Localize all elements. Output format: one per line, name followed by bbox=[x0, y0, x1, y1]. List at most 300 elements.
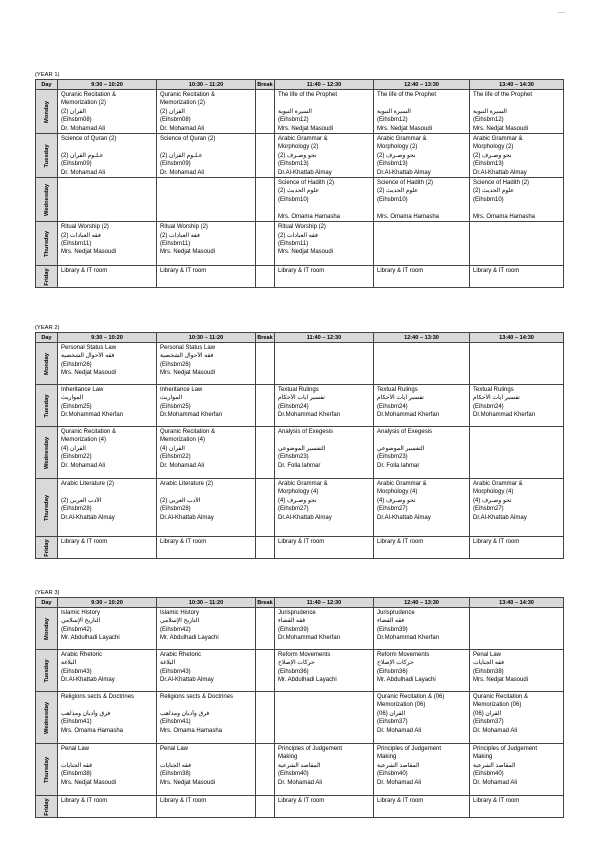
class-line: Mrs. Nedjat Masoudi bbox=[160, 249, 216, 256]
course-arabic-title: التفسير الموضوعي bbox=[278, 445, 326, 452]
break-cell bbox=[256, 178, 275, 222]
class-cell bbox=[374, 134, 470, 178]
day-label-cell bbox=[36, 90, 58, 134]
class-info bbox=[157, 796, 255, 805]
class-info bbox=[157, 479, 255, 522]
day-label-cell bbox=[36, 479, 58, 537]
class-line: (Eihsbm26) bbox=[61, 361, 92, 368]
class-line: Mrs. Nedjat Masoudi bbox=[278, 125, 334, 132]
class-cell bbox=[157, 608, 256, 650]
class-line: (Eihsbm13) bbox=[278, 161, 309, 168]
timetable-grid bbox=[35, 597, 564, 818]
class-cell bbox=[58, 90, 157, 134]
course-arabic-title: علوم الحديث (2) bbox=[377, 188, 419, 195]
class-line: (Eihsbm11) bbox=[278, 240, 309, 247]
class-line bbox=[61, 701, 154, 709]
class-cell bbox=[58, 385, 157, 427]
page-corner-mark bbox=[558, 12, 565, 16]
day-row-friday bbox=[36, 266, 564, 288]
course-arabic-title: عـلـوم القرآن (2) bbox=[160, 152, 203, 159]
class-line: Science of Quran (2) bbox=[61, 136, 117, 143]
class-line: Mr. Abdulhadi Layachi bbox=[377, 677, 436, 684]
day-label-cell bbox=[36, 427, 58, 479]
class-info bbox=[58, 90, 156, 133]
class-info bbox=[157, 222, 255, 257]
class-line: Ritual Worship (2) bbox=[61, 224, 109, 231]
class-line: (Eihsbm40) bbox=[473, 771, 504, 778]
class-line: Library & IT room bbox=[160, 798, 207, 804]
class-cell bbox=[374, 385, 470, 427]
header-time-slot: 13:40 – 14:30 bbox=[470, 80, 564, 90]
header-time-slot: 10:30 – 11:20 bbox=[157, 598, 256, 608]
class-info bbox=[58, 178, 156, 179]
course-arabic-title: التفسير الموضوعي bbox=[377, 445, 425, 452]
class-info bbox=[374, 744, 469, 787]
class-line: (Eihsbm38) bbox=[61, 771, 92, 778]
class-line: Dr.Al-Khattab Almay bbox=[61, 677, 115, 684]
class-info bbox=[374, 692, 469, 735]
class-cell bbox=[58, 178, 157, 222]
class-line bbox=[278, 436, 371, 444]
course-arabic-title: المقاصد الشرعية bbox=[278, 762, 321, 769]
class-line: Mrs. Nedjat Masoudi bbox=[160, 779, 216, 786]
class-line: Analysis of Exegesis bbox=[278, 429, 334, 435]
class-info bbox=[374, 650, 469, 685]
class-cell bbox=[374, 343, 470, 385]
class-line: (Eihsbm25) bbox=[160, 403, 191, 410]
class-line: Dr. Mohamad Ali bbox=[377, 727, 422, 734]
class-info bbox=[470, 178, 563, 221]
day-label: Thursday bbox=[43, 756, 50, 783]
class-line bbox=[377, 204, 467, 212]
class-line: Dr.Mohammad Kherfan bbox=[377, 412, 440, 419]
class-line: Dr.Al-Khattab Almay bbox=[61, 514, 115, 521]
header-row bbox=[36, 333, 564, 343]
class-info bbox=[58, 222, 156, 257]
course-arabic-title: علوم الحديث (2) bbox=[278, 188, 320, 195]
class-cell bbox=[275, 650, 374, 692]
class-line: Mrs. Nedjat Masoudi bbox=[278, 249, 334, 256]
class-line: (Eihsbm38) bbox=[473, 668, 504, 675]
class-line: Arabic Rhetoric bbox=[160, 652, 202, 658]
class-info bbox=[58, 650, 156, 685]
header-day: Day bbox=[36, 598, 58, 608]
class-line: Dr. Mohamad Ali bbox=[473, 779, 518, 786]
class-line: Principles of Judgement bbox=[377, 746, 442, 752]
class-cell bbox=[470, 650, 564, 692]
class-info bbox=[374, 537, 469, 546]
class-cell bbox=[470, 134, 564, 178]
class-cell bbox=[275, 692, 374, 744]
class-line: (Eihsbm09) bbox=[61, 161, 92, 168]
day-label: Friday bbox=[43, 538, 50, 557]
course-arabic-title: الأدب العربي (2) bbox=[160, 497, 201, 504]
break-cell bbox=[256, 650, 275, 692]
header-time-slot: 12:40 – 13:30 bbox=[374, 598, 470, 608]
class-info bbox=[374, 796, 469, 805]
course-arabic-title: الأدب العربي (2) bbox=[61, 497, 102, 504]
day-label-cell bbox=[36, 692, 58, 744]
class-info bbox=[470, 537, 563, 546]
header-time-slot: 9:30 – 10:20 bbox=[58, 598, 157, 608]
class-cell bbox=[58, 427, 157, 479]
class-info bbox=[275, 266, 373, 275]
class-info bbox=[275, 178, 373, 221]
class-cell bbox=[157, 744, 256, 796]
class-cell bbox=[374, 692, 470, 744]
class-info bbox=[470, 608, 563, 609]
course-arabic-title: فقه العبادات (2) bbox=[61, 232, 101, 239]
class-cell bbox=[470, 266, 564, 288]
class-line: (Eihsbm41) bbox=[160, 719, 191, 726]
class-line bbox=[160, 488, 253, 496]
header-row bbox=[36, 598, 564, 608]
class-line: Quranic Recitation & bbox=[160, 429, 216, 435]
class-line: (Eihsbm40) bbox=[278, 771, 309, 778]
course-arabic-title: تفسير آيات الأحكام bbox=[278, 395, 325, 402]
header-time-slot: 11:40 – 12:30 bbox=[275, 333, 374, 343]
class-line: Dr.Mohammad Kherfan bbox=[473, 412, 536, 419]
header-row bbox=[36, 80, 564, 90]
class-line: Dr.Al-Khattab Almay bbox=[160, 514, 214, 521]
class-info bbox=[157, 134, 255, 177]
day-label-cell bbox=[36, 343, 58, 385]
class-line: Arabic Grammar & bbox=[377, 136, 427, 143]
class-cell bbox=[157, 427, 256, 479]
header-day: Day bbox=[36, 333, 58, 343]
year-label: (YEAR 3) bbox=[35, 590, 60, 596]
class-info bbox=[374, 608, 469, 643]
class-line: Dr. Mohamad Ali bbox=[160, 462, 205, 469]
class-line: Library & IT room bbox=[473, 798, 520, 804]
class-line: Quranic Recitation & bbox=[160, 92, 216, 98]
course-arabic-title: المواريث bbox=[61, 395, 84, 402]
class-info bbox=[58, 744, 156, 787]
day-label: Friday bbox=[43, 797, 50, 816]
class-cell bbox=[374, 479, 470, 537]
class-line: Penal Law bbox=[61, 746, 90, 752]
class-line: Dr. Mohamad Ali bbox=[160, 169, 205, 176]
class-line: Dr. Folla lahmar bbox=[377, 462, 420, 469]
class-line: (Eihsbm11) bbox=[160, 240, 191, 247]
class-info bbox=[157, 90, 255, 133]
class-line: (Eihsbm36) bbox=[377, 668, 408, 675]
class-line: (Eihsbm28) bbox=[61, 506, 92, 513]
class-info bbox=[470, 90, 563, 133]
class-info bbox=[374, 479, 469, 522]
day-label-cell bbox=[36, 608, 58, 650]
class-info bbox=[157, 343, 255, 378]
class-line: (Eihsbm43) bbox=[160, 668, 191, 675]
class-cell bbox=[470, 343, 564, 385]
course-arabic-title: تفسير آيات الأحكام bbox=[473, 395, 520, 402]
class-cell bbox=[58, 650, 157, 692]
class-cell bbox=[58, 343, 157, 385]
class-line: Dr. Mohamad Ali bbox=[473, 727, 518, 734]
class-line: Science of Hadith (2) bbox=[278, 180, 335, 187]
course-arabic-title: حركات الإصلاح bbox=[377, 660, 414, 667]
class-line: (Eihsbm27) bbox=[377, 506, 408, 513]
class-line: (Eihsbm23) bbox=[377, 454, 408, 461]
break-cell bbox=[256, 744, 275, 796]
break-cell bbox=[256, 343, 275, 385]
class-info bbox=[58, 427, 156, 470]
class-line: Library & IT room bbox=[160, 268, 207, 275]
class-info bbox=[157, 608, 255, 643]
class-line: Dr.Al-Khattab Almay bbox=[473, 514, 527, 521]
class-line: Morphology (2) bbox=[473, 144, 514, 151]
course-arabic-title: فرق وأديان ومذاهب bbox=[61, 710, 111, 717]
class-info bbox=[157, 385, 255, 420]
class-info bbox=[58, 385, 156, 420]
class-info bbox=[374, 134, 469, 177]
course-arabic-title: نحو وصـرف (4) bbox=[377, 497, 416, 504]
class-line: (Eihsbm13) bbox=[473, 161, 504, 168]
class-cell bbox=[275, 90, 374, 134]
class-info bbox=[470, 427, 563, 428]
class-cell bbox=[470, 608, 564, 650]
course-arabic-title: فقه الجنايات bbox=[61, 762, 92, 769]
class-info bbox=[58, 479, 156, 522]
class-line: Textual Rulings bbox=[473, 387, 514, 393]
class-line: Arabic Grammar & bbox=[377, 481, 427, 487]
class-cell bbox=[58, 266, 157, 288]
class-line: (Eihsbm26) bbox=[160, 361, 191, 368]
class-line: Morphology (4) bbox=[278, 489, 319, 496]
class-line: Dr.Al-Khattab Almay bbox=[377, 514, 431, 521]
class-line: Mrs. Omama Hamasha bbox=[160, 727, 223, 734]
class-cell bbox=[374, 608, 470, 650]
break-cell bbox=[256, 692, 275, 744]
class-line: (Eihsbm23) bbox=[278, 454, 309, 461]
class-line: Dr.Al-Khattab Almay bbox=[473, 169, 527, 176]
class-line: (Eihsbm39) bbox=[377, 626, 408, 633]
day-label-cell bbox=[36, 266, 58, 288]
class-info bbox=[275, 90, 373, 133]
break-cell bbox=[256, 427, 275, 479]
course-arabic-title: نحو وصـرف (2) bbox=[473, 152, 512, 159]
day-row-thursday bbox=[36, 222, 564, 266]
class-info bbox=[157, 650, 255, 685]
class-line: (Eihsbm24) bbox=[377, 403, 408, 410]
day-row-monday bbox=[36, 90, 564, 134]
course-arabic-title: السيرة النبوية bbox=[377, 108, 411, 115]
class-line bbox=[377, 99, 467, 107]
class-line: (Eihsbm09) bbox=[160, 161, 191, 168]
class-line: Mrs. Omama Hamasha bbox=[61, 727, 124, 734]
class-info bbox=[58, 266, 156, 275]
class-line: Mr. Abdulhadi Layachi bbox=[160, 635, 219, 642]
class-cell bbox=[275, 266, 374, 288]
class-line: Dr. Mohamad Ali bbox=[61, 462, 106, 469]
timetable-grid bbox=[35, 79, 564, 288]
class-info bbox=[275, 692, 373, 693]
class-cell bbox=[374, 178, 470, 222]
class-line: Dr.Mohammad Kherfan bbox=[278, 635, 341, 642]
class-line: Penal Law bbox=[473, 652, 502, 658]
class-line: Jurisprudence bbox=[278, 610, 316, 616]
class-line bbox=[473, 99, 561, 107]
day-label-cell bbox=[36, 178, 58, 222]
class-line: Dr.Al-Khattab Almay bbox=[278, 169, 332, 176]
course-arabic-title: حركات الإصلاح bbox=[278, 660, 315, 667]
class-line: Dr.Al-Khattab Almay bbox=[278, 514, 332, 521]
header-day: Day bbox=[36, 80, 58, 90]
course-arabic-title: فقه القضاء bbox=[377, 618, 405, 625]
class-cell bbox=[58, 134, 157, 178]
class-info bbox=[374, 343, 469, 344]
class-line: Arabic Rhetoric bbox=[61, 652, 103, 658]
class-line: Mrs. Nedjat Masoudi bbox=[473, 125, 529, 132]
class-line: Personal Status Law bbox=[160, 345, 216, 351]
class-line: Ritual Worship (2) bbox=[160, 224, 208, 231]
class-line: Library & IT room bbox=[278, 798, 325, 804]
day-label: Tuesday bbox=[43, 144, 50, 168]
day-row-friday bbox=[36, 537, 564, 559]
class-cell bbox=[470, 385, 564, 427]
break-cell bbox=[256, 385, 275, 427]
class-line: Islamic History bbox=[61, 610, 101, 616]
class-cell bbox=[157, 537, 256, 559]
course-arabic-title: فقه الأحوال الشخصية bbox=[61, 353, 115, 360]
class-info bbox=[275, 650, 373, 685]
class-cell bbox=[157, 266, 256, 288]
class-line: (Eihsbm39) bbox=[278, 626, 309, 633]
class-line: Making bbox=[377, 754, 397, 761]
class-line: Ritual Worship (2) bbox=[278, 224, 326, 231]
class-line: (Eihsbm42) bbox=[61, 626, 92, 633]
class-line: Library & IT room bbox=[377, 268, 424, 275]
class-line: (Eihsbm27) bbox=[473, 506, 504, 513]
class-line: (Eihsbm43) bbox=[61, 668, 92, 675]
course-arabic-title: البلاغة bbox=[61, 660, 77, 667]
course-arabic-title: التاريخ الإسلامي bbox=[61, 618, 101, 625]
timetable-year-2 bbox=[35, 325, 563, 559]
class-line: Mrs. Nedjat Masoudi bbox=[160, 370, 216, 377]
class-line: Library & IT room bbox=[278, 268, 325, 275]
class-info bbox=[275, 608, 373, 643]
class-line: Making bbox=[278, 754, 298, 761]
header-break: Break bbox=[257, 81, 273, 88]
day-row-thursday bbox=[36, 744, 564, 796]
class-line bbox=[278, 99, 371, 107]
class-line: (Eihsbm37) bbox=[473, 719, 504, 726]
class-line: Morphology (4) bbox=[377, 489, 418, 496]
class-cell bbox=[58, 796, 157, 818]
class-cell bbox=[374, 650, 470, 692]
day-label-cell bbox=[36, 222, 58, 266]
class-cell bbox=[157, 692, 256, 744]
class-info bbox=[275, 343, 373, 344]
course-arabic-title: تفسير آيات الأحكام bbox=[377, 395, 424, 402]
class-cell bbox=[275, 796, 374, 818]
class-line: (Eihsbm22) bbox=[61, 454, 92, 461]
course-arabic-title: القرآن (4) bbox=[160, 445, 185, 452]
class-cell bbox=[470, 178, 564, 222]
class-line: Quranic Recitation & bbox=[61, 92, 117, 98]
timetable-year-1 bbox=[35, 72, 563, 288]
class-cell bbox=[157, 90, 256, 134]
class-cell bbox=[275, 427, 374, 479]
course-arabic-title: عـلـوم القرآن (2) bbox=[61, 152, 104, 159]
class-line bbox=[278, 204, 371, 212]
header-break: Break bbox=[257, 334, 273, 341]
day-row-tuesday bbox=[36, 134, 564, 178]
class-line: Science of Quran (2) bbox=[160, 136, 216, 143]
day-label: Wednesday bbox=[43, 436, 50, 469]
class-line: (Eihsbm25) bbox=[61, 403, 92, 410]
class-line: Principles of Judgement bbox=[473, 746, 538, 752]
class-line: (Eihsbm10) bbox=[473, 196, 504, 203]
header-time-slot: 9:30 – 10:20 bbox=[58, 80, 157, 90]
class-cell bbox=[157, 343, 256, 385]
class-line: (Eihsbm38) bbox=[160, 771, 191, 778]
day-label: Wednesday bbox=[43, 183, 50, 216]
break-cell bbox=[256, 222, 275, 266]
class-info bbox=[374, 427, 469, 470]
day-row-monday bbox=[36, 608, 564, 650]
class-line: Personal Status Law bbox=[61, 345, 117, 351]
class-line: Dr. Mohamad Ali bbox=[278, 779, 323, 786]
class-info bbox=[275, 222, 373, 257]
course-arabic-title: نحو وصـرف (2) bbox=[278, 152, 317, 159]
class-line: Reform Movements bbox=[278, 652, 331, 658]
class-cell bbox=[157, 178, 256, 222]
class-line: Mrs. Nedjat Masoudi bbox=[377, 125, 433, 132]
class-cell bbox=[275, 134, 374, 178]
class-line: Textual Rulings bbox=[278, 387, 319, 393]
course-arabic-title: فرق وأديان ومذاهب bbox=[160, 710, 210, 717]
class-info bbox=[374, 90, 469, 133]
class-line: Dr.Al-Khattab Almay bbox=[377, 169, 431, 176]
class-line: Inheritance Law bbox=[61, 387, 104, 393]
class-line: Library & IT room bbox=[377, 798, 424, 804]
class-line bbox=[377, 436, 467, 444]
header-time-slot: 12:40 – 13:30 bbox=[374, 333, 470, 343]
class-info bbox=[157, 537, 255, 546]
class-line: (Eihsbm42) bbox=[160, 626, 191, 633]
class-cell bbox=[157, 385, 256, 427]
course-arabic-title: علوم الحديث (2) bbox=[473, 188, 515, 195]
class-cell bbox=[157, 134, 256, 178]
class-cell bbox=[470, 222, 564, 266]
class-info bbox=[58, 343, 156, 378]
class-cell bbox=[275, 343, 374, 385]
course-arabic-title: التاريخ الإسلامي bbox=[160, 618, 200, 625]
class-line bbox=[160, 143, 253, 151]
class-cell bbox=[374, 90, 470, 134]
day-label: Monday bbox=[43, 617, 50, 640]
class-line: Mrs. Nedjat Masoudi bbox=[61, 779, 117, 786]
class-line bbox=[160, 701, 253, 709]
class-cell bbox=[58, 537, 157, 559]
class-info bbox=[157, 692, 255, 735]
course-arabic-title: فقه الجنايات bbox=[473, 660, 504, 667]
class-info bbox=[470, 744, 563, 787]
day-label: Monday bbox=[43, 352, 50, 375]
class-cell bbox=[470, 692, 564, 744]
class-line: Memorization (06) bbox=[473, 702, 522, 709]
day-row-friday bbox=[36, 796, 564, 818]
break-cell bbox=[256, 134, 275, 178]
class-line bbox=[61, 753, 154, 761]
class-line: Memorization (2) bbox=[61, 100, 107, 107]
course-arabic-title: القرآن (4) bbox=[61, 445, 86, 452]
course-arabic-title: فقه الأحوال الشخصية bbox=[160, 353, 214, 360]
day-label-cell bbox=[36, 537, 58, 559]
class-line: (Eihsbm10) bbox=[278, 196, 309, 203]
class-info bbox=[275, 385, 373, 420]
